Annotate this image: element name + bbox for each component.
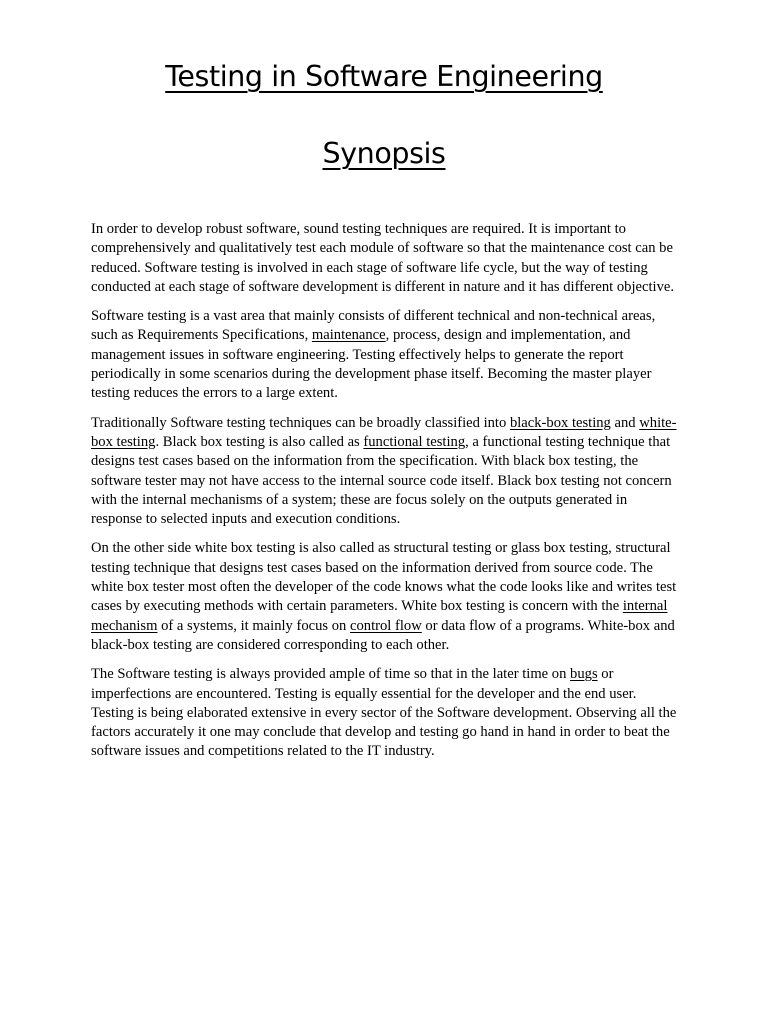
inline-link[interactable]: black-box testing bbox=[509, 414, 611, 431]
inline-link[interactable]: functional testing bbox=[363, 433, 466, 450]
paragraph-text: Traditionally Software testing techniques can be broadly classified into bbox=[91, 414, 510, 431]
paragraph-text: or data flow of a programs. White-box and black-box testing are considered corresponding to each other. bbox=[91, 617, 675, 653]
inline-link[interactable]: bugs bbox=[570, 666, 598, 683]
inline-link[interactable]: white-box testing bbox=[91, 414, 677, 450]
document-subtitle-text: Synopsis bbox=[322, 137, 446, 170]
paragraph-text: Software testing is a vast area that mainly consists of different technical and non-technical areas, such as Requirements Specifications, bbox=[91, 308, 656, 344]
document-body bbox=[91, 220, 681, 772]
paragraph-text: or imperfections are encountered. Testing is equally essential for the developer and the end user. Testing is being elaborated extensive in every sector of the Software development. Observing all the factors accurately it one may conclude that develop and testing go hand in hand in order to beat the software issues and competitions related to the IT industry. bbox=[91, 666, 677, 760]
paragraph bbox=[91, 307, 681, 403]
document-title-text: Testing in Software Engineering bbox=[165, 60, 603, 93]
inline-link[interactable]: maintenance bbox=[311, 327, 386, 344]
paragraph-text: , process, design and implementation, and management issues in software engineering. Testing effectively helps to generate the report periodically in some scenarios during the development phase itself. Becoming the master player testing reduces the errors to a large extent. bbox=[91, 327, 652, 402]
paragraph-text: The Software testing is always provided ample of time so that in the later time on bbox=[91, 666, 571, 683]
paragraph-text: of a systems, it mainly focus on bbox=[157, 617, 351, 634]
inline-link[interactable]: control flow bbox=[350, 617, 422, 634]
paragraph-text: and bbox=[610, 414, 640, 431]
paragraph-text: In order to develop robust software, sound testing techniques are required. It is important to comprehensively and qualitatively test each module of software so that the maintenance cost can be reduced. Software testing is involved in each stage of software life cycle, but the way of testing conducted at each stage of software development is different in nature and it has different objective. bbox=[91, 221, 674, 295]
inline-link[interactable]: internal mechanism bbox=[91, 598, 668, 634]
paragraph bbox=[91, 665, 681, 761]
paragraph-text: , a functional testing technique that designs test cases based on the information from the specification. With black box testing, the software tester may not have access to the internal source code itself. Black box testing not concern with the internal mechanisms of a system; these are focus solely on the outputs generated in response to selected inputs and execution conditions. bbox=[91, 433, 672, 528]
paragraph bbox=[91, 539, 681, 655]
paragraph bbox=[91, 220, 681, 297]
paragraph bbox=[91, 414, 681, 530]
document-subtitle bbox=[0, 137, 768, 170]
paragraph-text: . Black box testing is also called as bbox=[155, 433, 364, 450]
document-title bbox=[0, 60, 768, 93]
paragraph-text: On the other side white box testing is also called as structural testing or glass box testing, structural testing technique that designs test cases based on the information derived from source code. The white box tester most often the developer of the code knows what the code looks like and writes test cases by executing methods with certain parameters. White box testing is concern with the bbox=[91, 540, 677, 615]
